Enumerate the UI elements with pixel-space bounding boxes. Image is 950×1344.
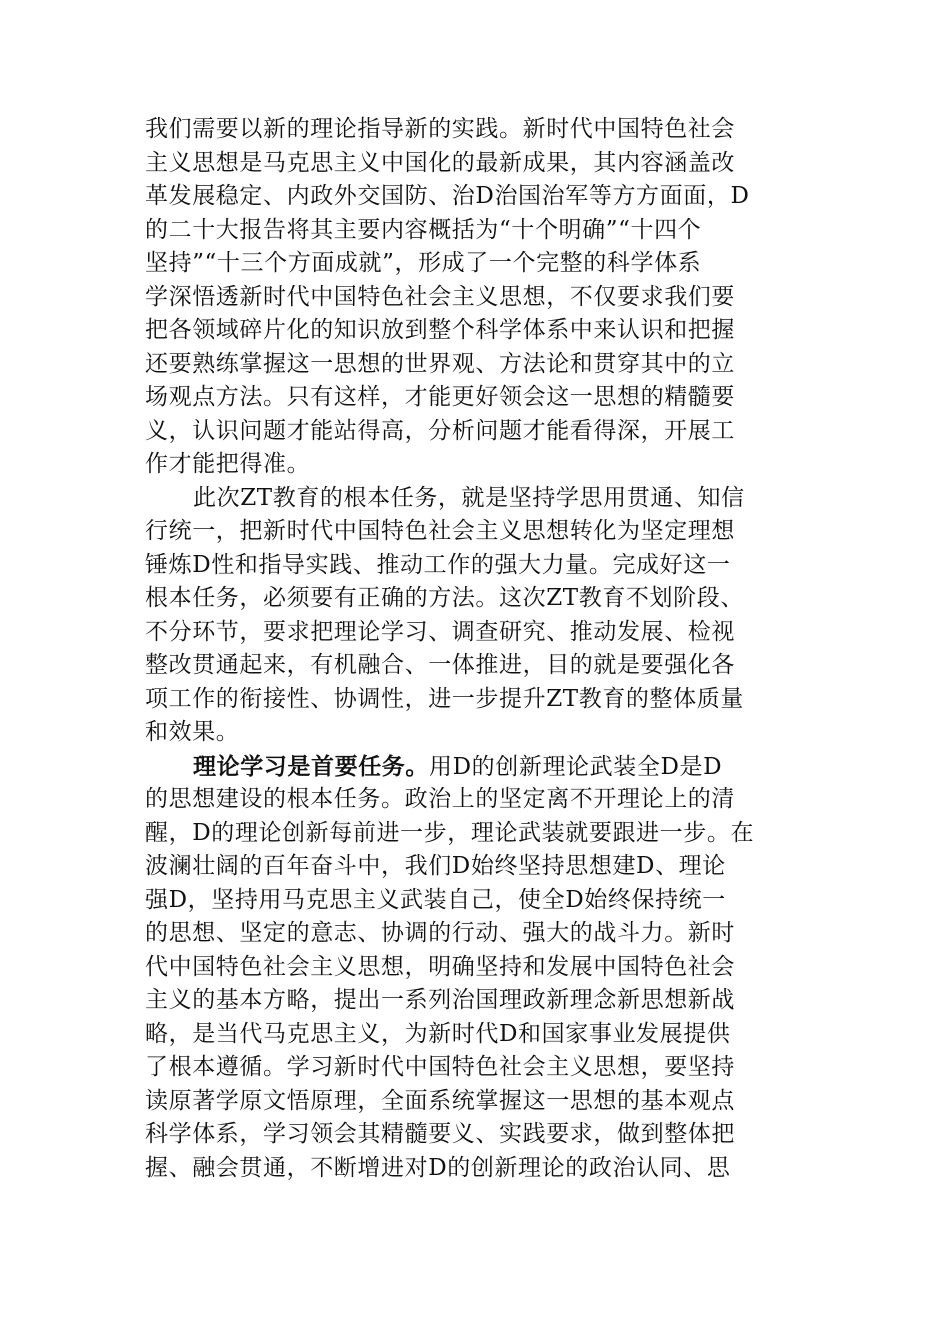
text-line: 此次ZT教育的根本任务，就是坚持学思用贯通、知信 [193, 484, 745, 511]
paragraph-2 [145, 482, 810, 750]
text-line: 项工作的衔接性、协调性，进一步提升ZT教育的整体质量 [145, 685, 744, 712]
text-line: 行统一，把新时代中国特色社会主义思想转化为坚定理想 [145, 518, 735, 544]
text-line: 醒，D的理论创新每前进一步，理论武装就要跟进一步。在 [145, 819, 755, 846]
text-line: 学深悟透新时代中国特色社会主义思想，不仅要求我们要 [145, 283, 735, 310]
text-line: 场观点方法。只有这样，才能更好领会这一思想的精髓要 [145, 384, 735, 410]
text-line: 根本任务，必须要有正确的方法。这次ZT教育不划阶段、 [145, 585, 744, 611]
text-line: 锤炼D性和指导实践、推动工作的强大力量。完成好这一 [145, 551, 731, 578]
text-line: 和效果。 [145, 719, 240, 745]
paragraph-1 [145, 113, 810, 482]
body-text [145, 113, 810, 1185]
text-line: 波澜壮阔的百年奋斗中，我们D始终坚持思想建D、理论 [145, 853, 726, 879]
text-line: 略，是当代马克思主义，为新时代D和国家事业发展提供 [145, 1020, 731, 1047]
text-line: 了根本遵循。学习新时代中国特色社会主义思想，要坚持 [145, 1054, 735, 1080]
text-line: 的思想建设的根本任务。政治上的坚定离不开理论上的清 [145, 786, 735, 812]
text-line: 我们需要以新的理论指导新的实践。新时代中国特色社会 [145, 116, 735, 142]
text-line: 作才能把得准。 [145, 451, 311, 477]
text-line: 读原著学原文悟原理，全面系统掌握这一思想的基本观点 [145, 1087, 735, 1114]
text-line: 整改贯通起来，有机融合、一体推进，目的就是要强化各 [145, 652, 735, 678]
text-line: 主义的基本方略，提出一系列治国理政新理念新思想新战 [145, 987, 735, 1013]
paragraph-3 [145, 750, 810, 1186]
text-line [145, 750, 810, 784]
section-heading: 理论学习是首要任务。 [193, 752, 429, 780]
text-line: 握、融会贯通，不断增进对D的创新理论的政治认同、思 [145, 1154, 731, 1181]
text-line: 代中国特色社会主义思想，明确坚持和发展中国特色社会 [145, 953, 735, 980]
text-line: 还要熟练掌握这一思想的世界观、方法论和贯穿其中的立 [145, 350, 735, 377]
text-line: 强D，坚持用马克思主义武装自己，使全D始终保持统一 [145, 886, 726, 913]
text-line: 的思想、坚定的意志、协调的行动、强大的战斗力。新时 [145, 920, 735, 946]
text-line: 革发展稳定、内政外交国防、治D治国治军等方方面面，D [145, 183, 750, 209]
text-line: 科学体系，学习领会其精髓要义、实践要求，做到整体把 [145, 1121, 735, 1147]
text-line: 义，认识问题才能站得高，分析问题才能看得深，开展工 [145, 417, 735, 444]
text-line: 不分环节，要求把理论学习、调查研究、推动发展、检视 [145, 618, 735, 645]
text-line: 坚持”“十三个方面成就”，形成了一个完整的科学体系 [145, 250, 702, 276]
text-line: 的二十大报告将其主要内容概括为“十个明确”“十四个 [145, 216, 702, 243]
heading-continuation: 用D的创新理论武装全D是D [429, 753, 723, 780]
text-line: 主义思想是马克思主义中国化的最新成果，其内容涵盖改 [145, 149, 735, 176]
text-line: 把各领域碎片化的知识放到整个科学体系中来认识和把握 [145, 317, 735, 343]
